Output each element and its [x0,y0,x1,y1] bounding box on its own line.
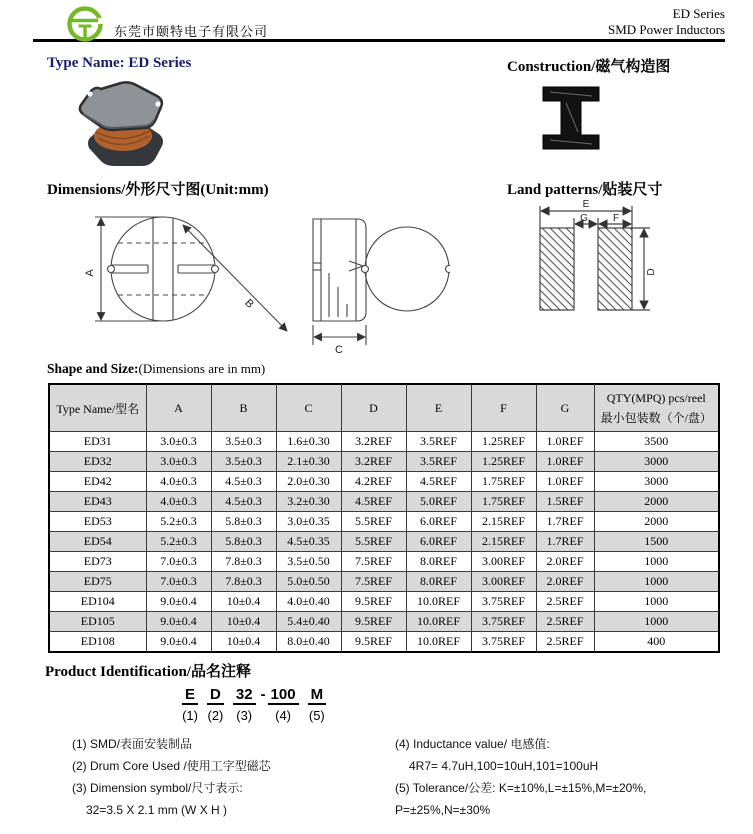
col-header-e: E [406,384,471,432]
cell-e: 3.5REF [406,432,471,452]
cell-type: ED31 [49,432,146,452]
construction-heading: Construction/磁气构造图 [507,59,671,75]
cell-c: 2.0±0.30 [276,472,341,492]
shape-size-note: (Dimensions are in mm) [138,361,266,376]
marking-dash: - [260,686,266,703]
note-line: (4) Inductance value/ 电感值: [395,737,550,751]
cell-qty: 2000 [594,492,719,512]
cell-g: 2.5REF [536,612,594,632]
cell-d: 7.5REF [341,552,406,572]
marking-code-32: 32 [233,686,256,705]
land-label-e: E [582,199,590,210]
cell-c: 4.5±0.35 [276,532,341,552]
cell-c: 3.0±0.35 [276,512,341,532]
cell-c: 5.4±0.40 [276,612,341,632]
col-header-type: Type Name/型名 [49,384,146,432]
dimensions-heading: Dimensions/外形尺寸图(Unit:mm) [47,182,269,198]
cell-e: 6.0REF [406,512,471,532]
cell-qty: 1000 [594,572,719,592]
cell-e: 8.0REF [406,572,471,592]
cell-a: 9.0±0.4 [146,632,211,653]
cell-qty: 3000 [594,452,719,472]
note-line: (1) SMD/表面安装制品 [72,737,193,751]
notes-left [72,733,271,821]
marking-num-5: (5) [308,708,325,723]
cell-b: 5.8±0.3 [211,532,276,552]
size-table [48,383,720,653]
cell-a: 3.0±0.3 [146,452,211,472]
table-row [49,632,719,653]
cell-qty: 3500 [594,432,719,452]
cell-b: 3.5±0.3 [211,452,276,472]
cell-c: 5.0±0.50 [276,572,341,592]
cell-b: 10±0.4 [211,612,276,632]
table-row [49,572,719,592]
note-line: P=±25%,N=±30% [395,803,491,817]
note-line: (5) Tolerance/公差: K=±10%,L=±15%,M=±20%, [395,781,647,795]
cell-type: ED105 [49,612,146,632]
cell-e: 5.0REF [406,492,471,512]
cell-f: 3.75REF [471,592,536,612]
size-table-body [49,432,719,653]
marking-part-1 [182,686,198,723]
col-header-d: D [341,384,406,432]
cell-c: 4.0±0.40 [276,592,341,612]
marking-part-5 [308,686,327,723]
cell-g: 1.7REF [536,532,594,552]
cell-e: 3.5REF [406,452,471,472]
marking-num-3: (3) [236,708,253,723]
cell-a: 7.0±0.3 [146,572,211,592]
marking-num-1: (1) [182,708,198,723]
dim-label-c: C [335,344,343,356]
cell-b: 7.8±0.3 [211,572,276,592]
cell-e: 6.0REF [406,532,471,552]
cell-qty: 1000 [594,552,719,572]
cell-c: 2.1±0.30 [276,452,341,472]
marking-code-100: 100 [268,686,299,705]
cell-f: 3.00REF [471,552,536,572]
company-logo-icon [62,4,108,44]
cell-f: 1.75REF [471,472,536,492]
cell-g: 2.5REF [536,632,594,653]
table-header-row [49,384,719,432]
table-row [49,552,719,572]
note-line: (2) Drum Core Used /使用工字型磁芯 [72,759,271,773]
series-subtitle: SMD Power Inductors [608,22,725,37]
cell-a: 9.0±0.4 [146,612,211,632]
cell-d: 9.5REF [341,592,406,612]
cell-qty: 1000 [594,612,719,632]
cell-d: 5.5REF [341,512,406,532]
land-label-g: G [580,213,588,224]
company-name: 东莞市颐特电子有限公司 [114,24,269,39]
cell-f: 1.75REF [471,492,536,512]
cell-f: 1.25REF [471,432,536,452]
cell-qty: 1500 [594,532,719,552]
cell-b: 10±0.4 [211,632,276,653]
table-row [49,452,719,472]
land-label-d: D [646,268,657,276]
cell-b: 4.5±0.3 [211,492,276,512]
marking-part-2 [207,686,224,723]
note-line: 32=3.5 X 2.1 mm (W X H ) [86,803,228,817]
cell-type: ED108 [49,632,146,653]
cell-a: 5.2±0.3 [146,532,211,552]
cell-b: 7.8±0.3 [211,552,276,572]
cell-f: 2.15REF [471,512,536,532]
cell-f: 3.00REF [471,572,536,592]
cell-f: 2.15REF [471,532,536,552]
cell-type: ED75 [49,572,146,592]
cell-d: 3.2REF [341,432,406,452]
cell-e: 10.0REF [406,632,471,653]
cell-d: 3.2REF [341,452,406,472]
col-header-f: F [471,384,536,432]
dim-label-b: B [242,297,256,311]
cell-e: 10.0REF [406,592,471,612]
cell-c: 8.0±0.40 [276,632,341,653]
cell-g: 1.0REF [536,472,594,492]
note-line: (3) Dimension symbol/尺寸表示: [72,781,243,795]
qty-header-line2: 最小包装数（个/盘） [600,411,712,425]
cell-type: ED32 [49,452,146,472]
cell-b: 4.5±0.3 [211,472,276,492]
cell-d: 7.5REF [341,572,406,592]
cell-d: 5.5REF [341,532,406,552]
table-row [49,512,719,532]
cell-g: 2.0REF [536,552,594,572]
cell-d: 4.2REF [341,472,406,492]
construction-core-diagram [542,86,600,150]
table-row [49,432,719,452]
cell-type: ED73 [49,552,146,572]
cell-type: ED54 [49,532,146,552]
table-row [49,612,719,632]
cell-a: 3.0±0.3 [146,432,211,452]
product-id-heading: Product Identification/品名注释 [45,664,251,680]
marking-code [182,686,335,723]
note-line: 4R7= 4.7uH,100=10uH,101=100uH [409,759,599,773]
shape-size-bold: Shape and Size: [47,361,139,376]
dim-label-a: A [84,269,96,277]
cell-c: 3.2±0.30 [276,492,341,512]
cell-c: 1.6±0.30 [276,432,341,452]
cell-g: 1.0REF [536,452,594,472]
cell-a: 5.2±0.3 [146,512,211,532]
product-photo [70,80,174,172]
type-name-heading: Type Name: ED Series [47,55,192,71]
cell-a: 4.0±0.3 [146,492,211,512]
table-row [49,532,719,552]
marking-code-d: D [207,686,224,705]
cell-d: 9.5REF [341,632,406,653]
marking-code-e: E [182,686,198,705]
cell-d: 9.5REF [341,612,406,632]
dimensions-drawing [55,203,450,358]
cell-qty: 2000 [594,512,719,532]
table-row [49,472,719,492]
cell-b: 3.5±0.3 [211,432,276,452]
col-header-g: G [536,384,594,432]
qty-header-line1: QTY(MPQ) pcs/reel [606,391,706,405]
marking-num-2: (2) [207,708,224,723]
cell-qty: 1000 [594,592,719,612]
cell-f: 3.75REF [471,612,536,632]
cell-type: ED42 [49,472,146,492]
cell-e: 10.0REF [406,612,471,632]
col-header-b: B [211,384,276,432]
cell-f: 1.25REF [471,452,536,472]
cell-qty: 3000 [594,472,719,492]
marking-part-4 [268,686,299,723]
col-header-c: C [276,384,341,432]
series-title: ED Series [672,6,725,21]
cell-e: 8.0REF [406,552,471,572]
col-header-qty [594,384,719,432]
marking-num-4: (4) [275,708,291,723]
land-label-f: F [612,213,620,224]
col-header-a: A [146,384,211,432]
cell-f: 3.75REF [471,632,536,653]
land-patterns-heading: Land patterns/贴装尺寸 [507,182,663,198]
marking-part-3 [233,686,256,723]
notes-right [395,733,646,821]
land-pattern-drawing [518,196,668,324]
cell-e: 4.5REF [406,472,471,492]
cell-b: 10±0.4 [211,592,276,612]
cell-g: 2.0REF [536,572,594,592]
cell-g: 2.5REF [536,592,594,612]
cell-type: ED104 [49,592,146,612]
cell-qty: 400 [594,632,719,653]
table-row [49,492,719,512]
cell-b: 5.8±0.3 [211,512,276,532]
header-right [608,6,725,38]
cell-type: ED43 [49,492,146,512]
cell-d: 4.5REF [341,492,406,512]
cell-type: ED53 [49,512,146,532]
marking-code-m: M [308,686,327,705]
cell-c: 3.5±0.50 [276,552,341,572]
shape-size-heading [47,361,265,377]
cell-a: 7.0±0.3 [146,552,211,572]
cell-a: 9.0±0.4 [146,592,211,612]
cell-g: 1.0REF [536,432,594,452]
cell-a: 4.0±0.3 [146,472,211,492]
cell-g: 1.5REF [536,492,594,512]
table-row [49,592,719,612]
cell-g: 1.7REF [536,512,594,532]
